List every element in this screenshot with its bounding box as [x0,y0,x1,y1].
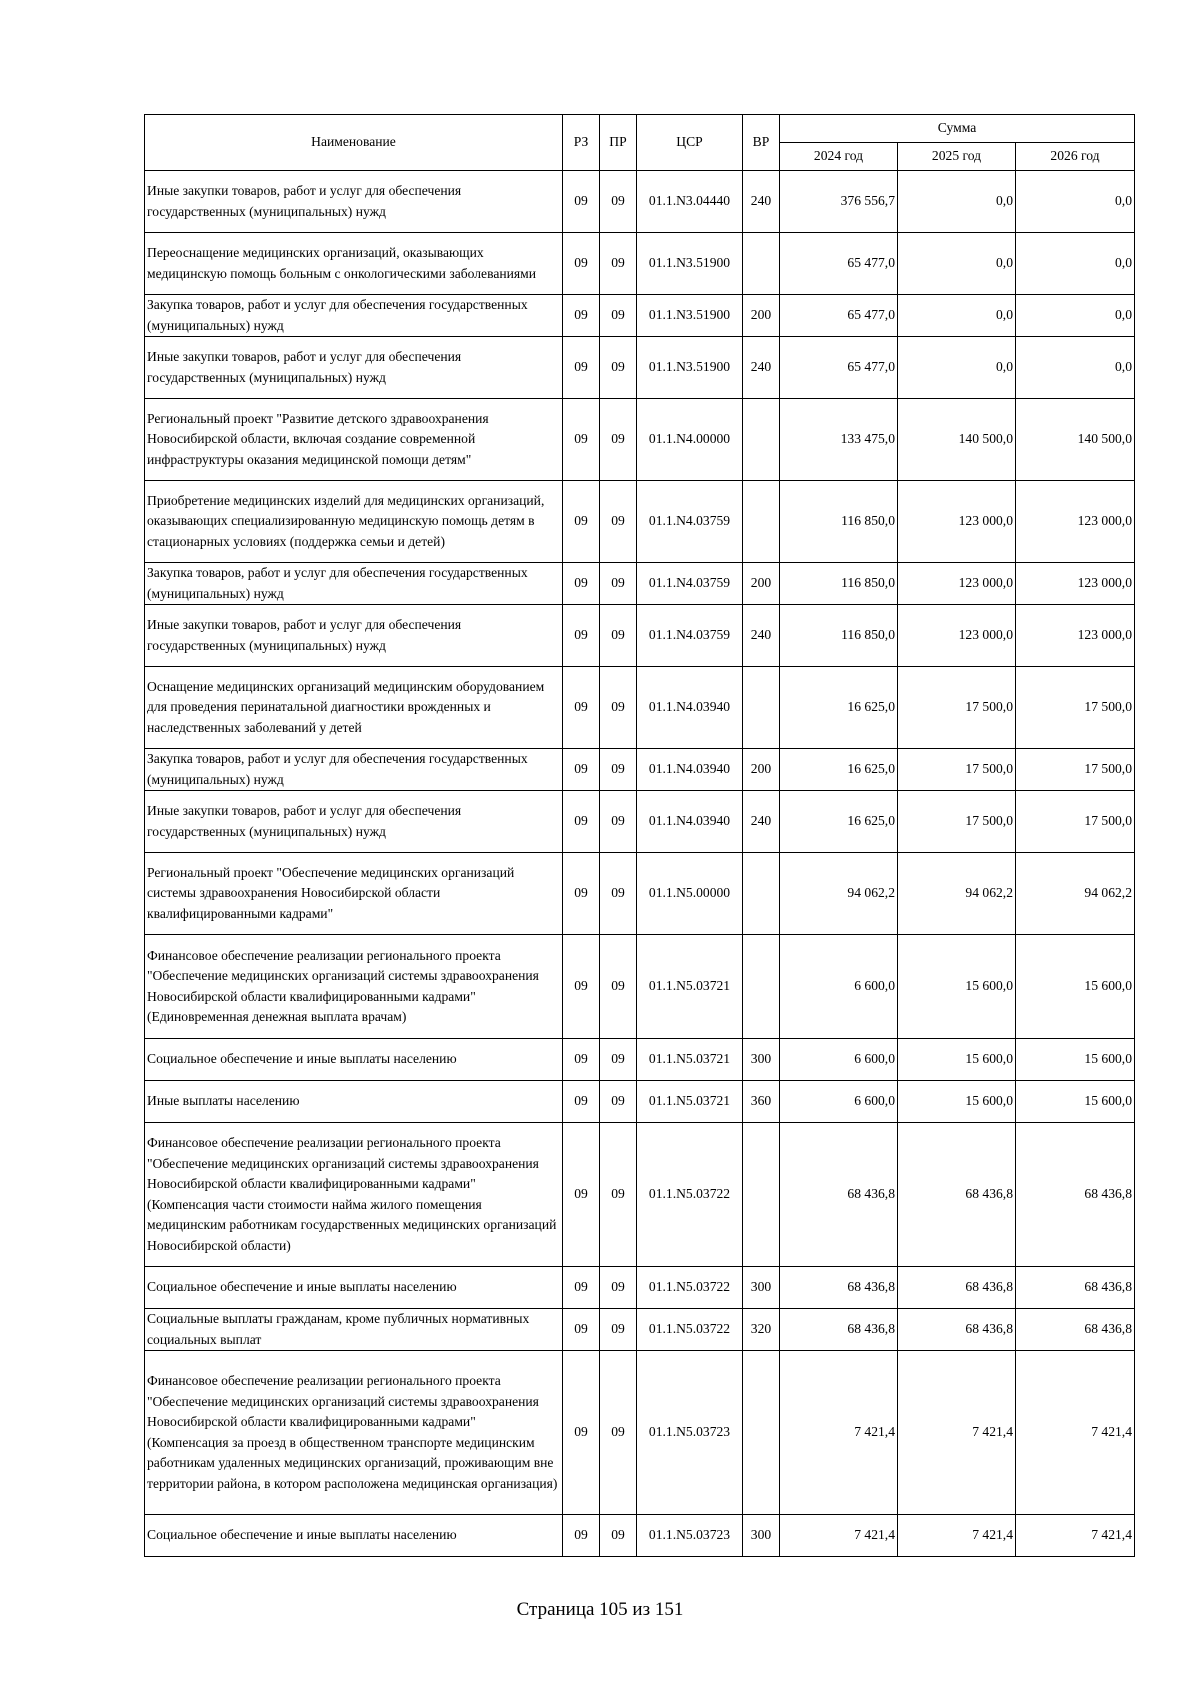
row-csr-cell: 01.1.N3.51900 [637,295,743,337]
row-vr-cell: 240 [743,791,780,853]
budget-table [144,114,1135,1557]
table-row [145,749,1135,791]
row-pr-cell: 09 [600,295,637,337]
row-2025-cell: 0,0 [898,337,1016,399]
row-2025-cell: 17 500,0 [898,791,1016,853]
row-vr-cell [743,481,780,563]
header-sum: Сумма [780,115,1135,143]
row-csr-cell: 01.1.N4.03759 [637,605,743,667]
row-csr-cell: 01.1.N5.03721 [637,1081,743,1123]
row-name-cell: Переоснащение медицинских организаций, оказывающих медицинскую помощь больным с онкологическими заболеваниями [145,233,563,295]
row-2025-cell: 17 500,0 [898,667,1016,749]
row-csr-cell: 01.1.N4.03759 [637,563,743,605]
row-2024-cell: 68 436,8 [780,1267,898,1309]
row-2026-cell: 68 436,8 [1016,1309,1135,1351]
row-2024-cell: 116 850,0 [780,563,898,605]
header-2026: 2026 год [1016,143,1135,171]
row-2024-cell: 133 475,0 [780,399,898,481]
row-csr-cell: 01.1.N5.03721 [637,935,743,1039]
row-2026-cell: 123 000,0 [1016,605,1135,667]
row-csr-cell: 01.1.N4.03759 [637,481,743,563]
table-header [145,115,1135,171]
row-csr-cell: 01.1.N3.51900 [637,233,743,295]
row-2026-cell: 123 000,0 [1016,481,1135,563]
row-2025-cell: 68 436,8 [898,1267,1016,1309]
row-pr-cell: 09 [600,171,637,233]
row-2024-cell: 94 062,2 [780,853,898,935]
row-vr-cell: 320 [743,1309,780,1351]
header-name: Наименование [145,115,563,171]
row-2026-cell: 17 500,0 [1016,667,1135,749]
page-number: Страница 105 из 151 [516,1599,684,1620]
table-row [145,1123,1135,1267]
row-2026-cell: 0,0 [1016,337,1135,399]
table-row [145,399,1135,481]
table-row [145,1351,1135,1515]
row-name-cell: Финансовое обеспечение реализации регионального проекта "Обеспечение медицинских организаций системы здравоохранения Новосибирской области квалифицированными кадрами" (Компенсация за проезд в общественном транспорте медицинским работникам удаленных медицинских организаций, проживающим вне территории района, в котором расположена медицинская организация) [145,1351,563,1515]
row-name-cell: Финансовое обеспечение реализации регионального проекта "Обеспечение медицинских организаций системы здравоохранения Новосибирской области квалифицированными кадрами" (Единовременная денежная выплата врачам) [145,935,563,1039]
row-pr-cell: 09 [600,1351,637,1515]
row-name-cell: Региональный проект "Обеспечение медицинских организаций системы здравоохранения Новосибирской области квалифицированными кадрами" [145,853,563,935]
row-2026-cell: 17 500,0 [1016,791,1135,853]
row-2026-cell: 15 600,0 [1016,935,1135,1039]
row-2026-cell: 0,0 [1016,233,1135,295]
row-2025-cell: 15 600,0 [898,935,1016,1039]
row-rz-cell: 09 [563,1081,600,1123]
row-rz-cell: 09 [563,1039,600,1081]
row-2024-cell: 6 600,0 [780,1039,898,1081]
row-pr-cell: 09 [600,1267,637,1309]
table-row [145,295,1135,337]
row-2024-cell: 7 421,4 [780,1515,898,1557]
row-csr-cell: 01.1.N3.04440 [637,171,743,233]
row-2026-cell: 0,0 [1016,295,1135,337]
row-vr-cell [743,853,780,935]
row-2024-cell: 16 625,0 [780,791,898,853]
row-rz-cell: 09 [563,791,600,853]
row-pr-cell: 09 [600,605,637,667]
table-row [145,233,1135,295]
row-name-cell: Закупка товаров, работ и услуг для обеспечения государственных (муниципальных) нужд [145,563,563,605]
row-2026-cell: 123 000,0 [1016,563,1135,605]
row-csr-cell: 01.1.N5.03722 [637,1267,743,1309]
header-2024: 2024 год [780,143,898,171]
row-rz-cell: 09 [563,749,600,791]
row-pr-cell: 09 [600,563,637,605]
row-2025-cell: 0,0 [898,171,1016,233]
table-row [145,1039,1135,1081]
row-vr-cell: 240 [743,605,780,667]
row-2025-cell: 123 000,0 [898,563,1016,605]
row-2025-cell: 68 436,8 [898,1309,1016,1351]
row-rz-cell: 09 [563,667,600,749]
row-pr-cell: 09 [600,1039,637,1081]
row-vr-cell: 200 [743,749,780,791]
row-2026-cell: 7 421,4 [1016,1515,1135,1557]
table-row [145,667,1135,749]
row-rz-cell: 09 [563,605,600,667]
row-pr-cell: 09 [600,935,637,1039]
row-csr-cell: 01.1.N5.03723 [637,1515,743,1557]
row-csr-cell: 01.1.N4.03940 [637,791,743,853]
table-row [145,1081,1135,1123]
row-csr-cell: 01.1.N3.51900 [637,337,743,399]
row-name-cell: Региональный проект "Развитие детского здравоохранения Новосибирской области, включая создание современной инфраструктуры оказания медицинской помощи детям" [145,399,563,481]
row-2026-cell: 7 421,4 [1016,1351,1135,1515]
row-csr-cell: 01.1.N5.03722 [637,1309,743,1351]
row-name-cell: Приобретение медицинских изделий для медицинских организаций, оказывающих специализированную медицинскую помощь детям в стационарных условиях (поддержка семьи и детей) [145,481,563,563]
row-2025-cell: 123 000,0 [898,605,1016,667]
row-name-cell: Иные закупки товаров, работ и услуг для обеспечения государственных (муниципальных) нужд [145,791,563,853]
row-csr-cell: 01.1.N5.03721 [637,1039,743,1081]
row-rz-cell: 09 [563,1309,600,1351]
row-csr-cell: 01.1.N4.03940 [637,667,743,749]
row-2025-cell: 140 500,0 [898,399,1016,481]
row-vr-cell: 300 [743,1039,780,1081]
header-rz: РЗ [563,115,600,171]
row-vr-cell: 300 [743,1515,780,1557]
row-vr-cell [743,667,780,749]
row-rz-cell: 09 [563,171,600,233]
row-rz-cell: 09 [563,295,600,337]
row-2025-cell: 15 600,0 [898,1081,1016,1123]
row-pr-cell: 09 [600,399,637,481]
row-rz-cell: 09 [563,1351,600,1515]
row-rz-cell: 09 [563,563,600,605]
row-name-cell: Иные выплаты населению [145,1081,563,1123]
row-pr-cell: 09 [600,1515,637,1557]
row-csr-cell: 01.1.N5.00000 [637,853,743,935]
row-2026-cell: 68 436,8 [1016,1123,1135,1267]
table-body [145,171,1135,1557]
header-pr: ПР [600,115,637,171]
row-2025-cell: 17 500,0 [898,749,1016,791]
row-2026-cell: 0,0 [1016,171,1135,233]
row-2024-cell: 6 600,0 [780,1081,898,1123]
row-pr-cell: 09 [600,233,637,295]
row-csr-cell: 01.1.N5.03722 [637,1123,743,1267]
table-row [145,337,1135,399]
row-rz-cell: 09 [563,481,600,563]
table-row [145,853,1135,935]
row-name-cell: Иные закупки товаров, работ и услуг для обеспечения государственных (муниципальных) нужд [145,337,563,399]
row-csr-cell: 01.1.N5.03723 [637,1351,743,1515]
row-vr-cell [743,1351,780,1515]
row-name-cell: Социальное обеспечение и иные выплаты населению [145,1039,563,1081]
row-2026-cell: 68 436,8 [1016,1267,1135,1309]
row-2024-cell: 376 556,7 [780,171,898,233]
row-2025-cell: 68 436,8 [898,1123,1016,1267]
header-2025: 2025 год [898,143,1016,171]
table-row [145,935,1135,1039]
row-2025-cell: 15 600,0 [898,1039,1016,1081]
row-vr-cell: 240 [743,337,780,399]
row-rz-cell: 09 [563,1515,600,1557]
table-row [145,1267,1135,1309]
table-row [145,605,1135,667]
row-name-cell: Иные закупки товаров, работ и услуг для обеспечения государственных (муниципальных) нужд [145,605,563,667]
row-pr-cell: 09 [600,1123,637,1267]
row-2024-cell: 6 600,0 [780,935,898,1039]
table-row [145,1515,1135,1557]
table-row [145,791,1135,853]
row-2024-cell: 65 477,0 [780,233,898,295]
table-row [145,171,1135,233]
row-name-cell: Финансовое обеспечение реализации регионального проекта "Обеспечение медицинских организаций системы здравоохранения Новосибирской области квалифицированными кадрами" (Компенсация части стоимости найма жилого помещения медицинским работникам государственных медицинских организаций Новосибирской области) [145,1123,563,1267]
table-row [145,1309,1135,1351]
row-name-cell: Социальное обеспечение и иные выплаты населению [145,1515,563,1557]
row-csr-cell: 01.1.N4.00000 [637,399,743,481]
row-2025-cell: 0,0 [898,295,1016,337]
row-pr-cell: 09 [600,791,637,853]
row-2025-cell: 94 062,2 [898,853,1016,935]
row-name-cell: Оснащение медицинских организаций медицинским оборудованием для проведения перинатальной диагностики врожденных и наследственных заболеваний у детей [145,667,563,749]
row-rz-cell: 09 [563,233,600,295]
row-vr-cell [743,1123,780,1267]
row-pr-cell: 09 [600,853,637,935]
row-vr-cell: 300 [743,1267,780,1309]
row-2024-cell: 65 477,0 [780,337,898,399]
row-2024-cell: 16 625,0 [780,667,898,749]
row-rz-cell: 09 [563,853,600,935]
row-rz-cell: 09 [563,399,600,481]
row-csr-cell: 01.1.N4.03940 [637,749,743,791]
row-2026-cell: 15 600,0 [1016,1081,1135,1123]
row-name-cell: Социальные выплаты гражданам, кроме публичных нормативных социальных выплат [145,1309,563,1351]
row-vr-cell: 360 [743,1081,780,1123]
row-rz-cell: 09 [563,1267,600,1309]
row-2026-cell: 15 600,0 [1016,1039,1135,1081]
row-rz-cell: 09 [563,935,600,1039]
row-pr-cell: 09 [600,1309,637,1351]
row-2026-cell: 94 062,2 [1016,853,1135,935]
row-name-cell: Закупка товаров, работ и услуг для обеспечения государственных (муниципальных) нужд [145,749,563,791]
row-rz-cell: 09 [563,1123,600,1267]
row-2025-cell: 7 421,4 [898,1515,1016,1557]
row-vr-cell [743,399,780,481]
row-2024-cell: 68 436,8 [780,1309,898,1351]
row-vr-cell [743,935,780,1039]
row-pr-cell: 09 [600,481,637,563]
row-2026-cell: 140 500,0 [1016,399,1135,481]
header-csr: ЦСР [637,115,743,171]
row-name-cell: Социальное обеспечение и иные выплаты населению [145,1267,563,1309]
row-vr-cell: 200 [743,295,780,337]
row-2024-cell: 16 625,0 [780,749,898,791]
row-pr-cell: 09 [600,1081,637,1123]
row-2025-cell: 0,0 [898,233,1016,295]
row-2024-cell: 7 421,4 [780,1351,898,1515]
row-pr-cell: 09 [600,749,637,791]
row-2024-cell: 65 477,0 [780,295,898,337]
row-pr-cell: 09 [600,667,637,749]
table-row [145,481,1135,563]
row-vr-cell: 200 [743,563,780,605]
header-vr: ВР [743,115,780,171]
row-name-cell: Закупка товаров, работ и услуг для обеспечения государственных (муниципальных) нужд [145,295,563,337]
row-rz-cell: 09 [563,337,600,399]
row-2024-cell: 68 436,8 [780,1123,898,1267]
row-2025-cell: 7 421,4 [898,1351,1016,1515]
row-pr-cell: 09 [600,337,637,399]
row-name-cell: Иные закупки товаров, работ и услуг для обеспечения государственных (муниципальных) нужд [145,171,563,233]
row-2025-cell: 123 000,0 [898,481,1016,563]
row-2026-cell: 17 500,0 [1016,749,1135,791]
row-2024-cell: 116 850,0 [780,481,898,563]
table-row [145,563,1135,605]
row-vr-cell: 240 [743,171,780,233]
row-vr-cell [743,233,780,295]
row-2024-cell: 116 850,0 [780,605,898,667]
